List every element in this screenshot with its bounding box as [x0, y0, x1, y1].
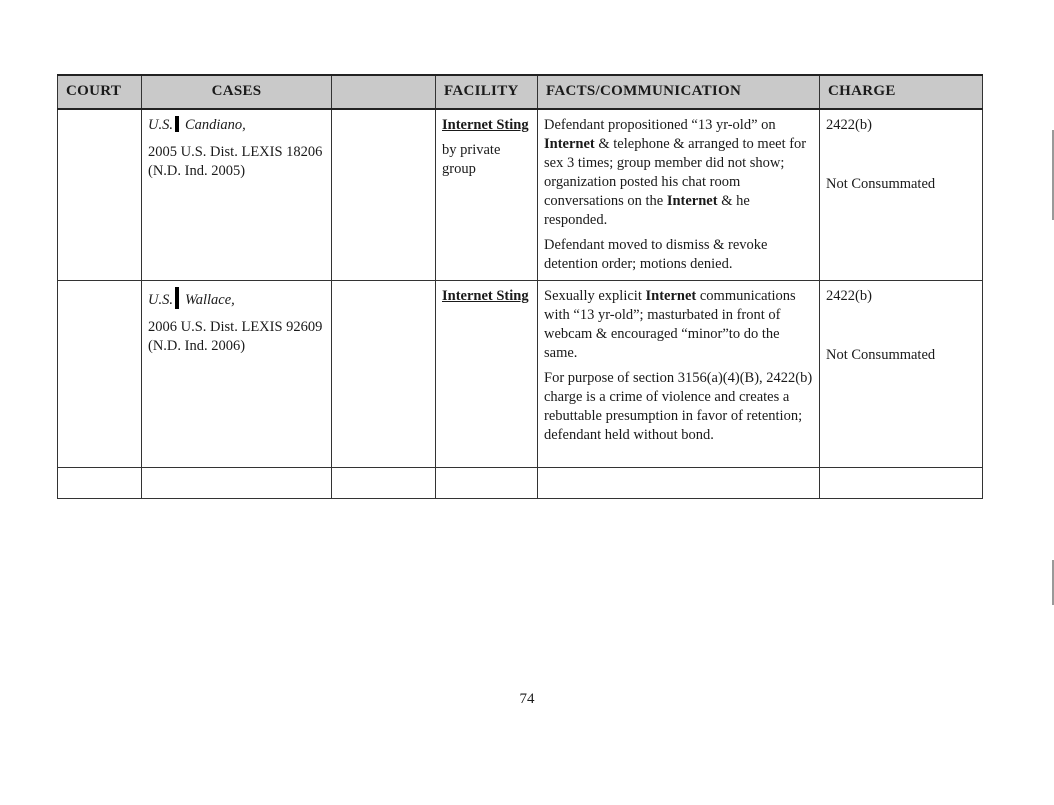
- facility-note: by private group: [442, 142, 501, 177]
- header-row: [58, 75, 983, 109]
- facts-cell: [538, 109, 820, 281]
- case-cell: [142, 281, 332, 468]
- court-cell: [58, 109, 142, 281]
- header-facts: FACTS/COMMUNICATION: [538, 75, 820, 109]
- case-name: Candiano,: [184, 117, 246, 133]
- header-cases: CASES: [142, 75, 332, 109]
- table-row: [58, 109, 983, 281]
- facts-bold: Internet: [544, 136, 595, 152]
- facts-bold: Internet: [666, 193, 718, 209]
- case-name: Wallace,: [184, 292, 235, 308]
- facts-text: communications with “13 yr-old”; masturbated in front of webcam & encouraged “minor”to do the same.: [544, 288, 796, 361]
- header-charge: CHARGE: [820, 75, 983, 109]
- empty-cell: [538, 468, 820, 499]
- facts-text: & he responded.: [544, 193, 750, 228]
- charge-code: 2422(b): [826, 117, 872, 133]
- facts-text: & telephone & arranged to meet for sex 3 times; group member did not show; organization posted his chat room conversations on the: [544, 136, 807, 209]
- header-facility: FACILITY: [436, 75, 538, 109]
- facility-title: Internet Sting: [442, 117, 529, 133]
- facts-text: Sexually explicit: [544, 288, 646, 304]
- facts-text: Defendant propositioned “13 yr-old” on: [544, 117, 776, 133]
- facts-ruling: Defendant moved to dismiss & revoke detention order; motions denied.: [544, 237, 768, 272]
- table-row-empty: [58, 468, 983, 499]
- court-cell: [58, 281, 142, 468]
- redaction-bar: [175, 116, 179, 132]
- empty-cell: [58, 468, 142, 499]
- case-table: [57, 74, 983, 499]
- case-prefix: U.S.: [148, 292, 173, 308]
- charge-code: 2422(b): [826, 288, 872, 304]
- facility-cell: [436, 109, 538, 281]
- charge-status: Not Consummated: [826, 176, 936, 192]
- case-cell: [142, 109, 332, 281]
- empty-cell: [142, 468, 332, 499]
- case-citation: 2006 U.S. Dist. LEXIS 92609 (N.D. Ind. 2006): [148, 319, 323, 354]
- empty-cell: [332, 468, 436, 499]
- redaction-bar: [175, 287, 179, 309]
- facility-title: Internet Sting: [442, 288, 529, 304]
- facts-cell: [538, 281, 820, 468]
- blank-cell: [332, 109, 436, 281]
- page-number: 74: [519, 691, 535, 707]
- empty-cell: [436, 468, 538, 499]
- charge-status: Not Consummated: [826, 347, 936, 363]
- facility-cell: [436, 281, 538, 468]
- facts-ruling: For purpose of section 3156(a)(4)(B), 2422(b) charge is a crime of violence and creates a rebuttable presumption in favor of retention; defendant held without bond.: [544, 370, 813, 443]
- case-prefix: U.S.: [148, 117, 173, 133]
- header-blank: [332, 75, 436, 109]
- case-citation: 2005 U.S. Dist. LEXIS 18206 (N.D. Ind. 2005): [148, 144, 323, 179]
- charge-cell: [820, 109, 983, 281]
- facts-bold: Internet: [645, 288, 697, 304]
- charge-cell: [820, 281, 983, 468]
- empty-cell: [820, 468, 983, 499]
- table-row: [58, 281, 983, 468]
- header-court: COURT: [58, 75, 142, 109]
- blank-cell: [332, 281, 436, 468]
